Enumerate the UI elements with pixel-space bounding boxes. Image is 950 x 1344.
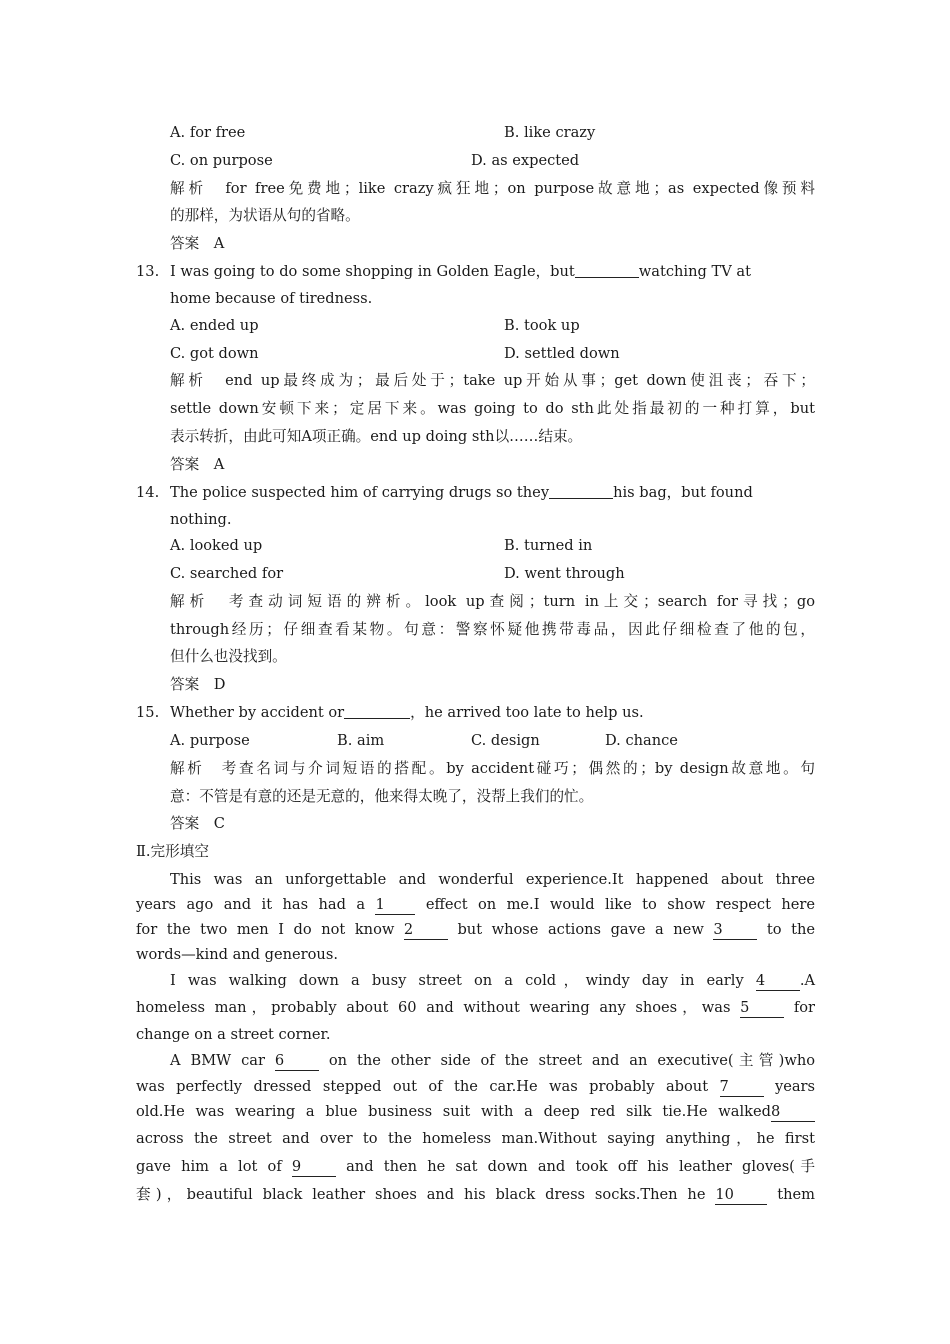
q15-option-b: B. aim (337, 732, 385, 749)
cloze-blank-number: 10 (715, 1186, 734, 1203)
q13-option-b: B. took up (504, 317, 580, 334)
q12-option-b: B. like crazy (504, 124, 596, 141)
cloze-blank-8 (771, 1103, 815, 1122)
cloze-p3-line-2 (136, 1077, 815, 1097)
q14-stem-part-1: The police suspected him of carrying drugs so they (170, 484, 550, 501)
q15-stem (170, 703, 644, 723)
cloze-blank-number: 7 (719, 1078, 729, 1095)
cloze-blank-number: 1 (375, 896, 385, 913)
cloze-text: old.He was wearing a blue business suit with a deep red silk tie.He walked (136, 1103, 771, 1120)
cloze-p3-line-5 (136, 1157, 815, 1177)
cloze-text: on the other side of the street and an executive(主管)who (328, 1052, 815, 1069)
q12-answer: 答案 A (170, 235, 225, 252)
cloze-text: gave him a lot of (136, 1158, 282, 1175)
q13-stem-part-2: watching TV at (638, 263, 751, 280)
q14-analysis-line-2: through经历；仔细查看某物。句意：警察怀疑他携带毒品，因此仔细检查了他的包， (170, 621, 815, 638)
cloze-blank-3 (713, 921, 757, 940)
cloze-text: but whose actions gave a new (457, 921, 704, 938)
cloze-text: .A (799, 972, 816, 989)
q15-stem-part-2: ，he arrived too late to help us. (410, 704, 644, 721)
cloze-blank-1 (375, 896, 415, 915)
cloze-blank-10 (715, 1186, 767, 1205)
q12-analysis-line-2: 的那样，为状语从句的省略。 (170, 207, 360, 224)
q12-analysis-line-1: 解析 for free免费地；like crazy疯狂地；on purpose故意地；as expected像预料 (170, 180, 815, 197)
cloze-text: was perfectly dressed stepped out of the car.He was probably about (136, 1078, 709, 1095)
q14-stem-part-2: his bag，but found (613, 484, 753, 501)
q14-stem-line-2: nothing. (170, 511, 232, 528)
cloze-text: them (777, 1186, 816, 1203)
q13-analysis-line-2: settle down安顿下来；定居下来。was going to do sth此处指最初的一种打算，but (170, 400, 815, 417)
q13-stem-line-1 (170, 262, 751, 282)
cloze-blank-2 (404, 921, 448, 940)
cloze-blank-number: 2 (403, 921, 414, 938)
q15-option-d: D. chance (605, 732, 678, 749)
q15-analysis-line-1: 解析 考查名词与介词短语的搭配。by accident碰巧；偶然的；by design故意地。句 (170, 760, 815, 777)
cloze-blank-number: 3 (713, 921, 723, 938)
q12-option-d: D. as expected (471, 152, 580, 169)
cloze-p3-line-4: across the street and over to the homeless man.Without saying anything，he first (136, 1130, 815, 1147)
q13-stem-line-2: home because of tiredness. (170, 290, 373, 307)
q15-stem-part-1: Whether by accident or (170, 704, 345, 721)
cloze-blank-5 (740, 999, 784, 1018)
cloze-text: years ago and it has had a (136, 896, 366, 913)
cloze-p2-line-2 (136, 998, 815, 1018)
cloze-p3-line-3 (136, 1102, 815, 1122)
cloze-blank-number: 8 (771, 1103, 781, 1120)
cloze-p3-line-1 (170, 1051, 815, 1071)
cloze-text: and then he sat down and took off his leather gloves(手 (346, 1158, 816, 1175)
q13-blank (575, 263, 639, 278)
cloze-text: I was walking down a busy street on a cold，windy day in early (170, 972, 744, 989)
q13-number: 13. (136, 263, 160, 280)
q13-analysis-line-1: 解析 end up最终成为；最后处于；take up开始从事；get down使沮丧；吞下； (170, 372, 815, 389)
cloze-blank-4 (756, 972, 800, 991)
cloze-text: for the two men I do not know (136, 921, 395, 938)
cloze-text: for (793, 999, 816, 1016)
q13-option-a: A. ended up (170, 317, 259, 334)
cloze-blank-6 (275, 1052, 319, 1071)
q14-answer: 答案 D (170, 676, 226, 693)
q12-option-a: A. for free (170, 124, 246, 141)
q14-number: 14. (136, 484, 160, 501)
cloze-text: years (774, 1078, 816, 1095)
q13-stem-part-1: I was going to do some shopping in Golden Eagle，but (170, 263, 575, 280)
cloze-blank-number: 9 (291, 1158, 302, 1175)
cloze-p2-line-3: change on a street corner. (136, 1026, 331, 1043)
cloze-blank-7 (720, 1078, 764, 1097)
q14-option-b: B. turned in (504, 537, 593, 554)
q13-option-c: C. got down (170, 345, 259, 362)
q14-analysis-line-3: 但什么也没找到。 (170, 648, 287, 665)
q15-answer: 答案 C (170, 815, 225, 832)
cloze-p1-line-1: This was an unforgettable and wonderful experience.It happened about three (170, 871, 815, 888)
q13-answer: 答案 A (170, 456, 225, 473)
cloze-blank-number: 6 (274, 1052, 285, 1069)
q15-blank (344, 704, 410, 719)
cloze-blank-9 (292, 1158, 336, 1177)
q14-option-c: C. searched for (170, 565, 284, 582)
q12-option-c: C. on purpose (170, 152, 273, 169)
q14-blank (549, 484, 613, 499)
q13-option-d: D. settled down (504, 345, 620, 362)
cloze-p1-line-3 (136, 920, 815, 940)
cloze-p1-line-2 (136, 895, 815, 915)
cloze-text: effect on me.I would like to show respect here (425, 896, 816, 913)
cloze-text: homeless man，probably about 60 and without wearing any shoes，was (136, 999, 731, 1016)
q15-number: 15. (136, 704, 160, 721)
cloze-text: A BMW car (170, 1052, 265, 1069)
q15-option-a: A. purpose (170, 732, 250, 749)
cloze-text: to the (766, 921, 816, 938)
cloze-text: 套)，beautiful black leather shoes and his black dress socks.Then he (136, 1186, 706, 1203)
cloze-blank-number: 5 (740, 999, 750, 1016)
q14-option-d: D. went through (504, 565, 625, 582)
q14-analysis-line-1: 解析 考查动词短语的辨析。look up查阅；turn in上交；search for寻找；go (170, 593, 815, 610)
cloze-p1-line-4: words—kind and generous. (136, 946, 338, 963)
q14-option-a: A. looked up (170, 537, 263, 554)
cloze-p2-line-1 (170, 971, 815, 991)
q15-option-c: C. design (471, 732, 540, 749)
q14-stem-line-1 (170, 483, 753, 503)
q15-analysis-line-2: 意：不管是有意的还是无意的，他来得太晚了，没帮上我们的忙。 (170, 788, 594, 805)
section-title: Ⅱ.完形填空 (136, 843, 209, 860)
cloze-p3-line-6 (136, 1185, 815, 1205)
cloze-blank-number: 4 (755, 972, 766, 989)
q13-analysis-line-3: 表示转折，由此可知A项正确。end up doing sth以……结束。 (170, 428, 583, 445)
